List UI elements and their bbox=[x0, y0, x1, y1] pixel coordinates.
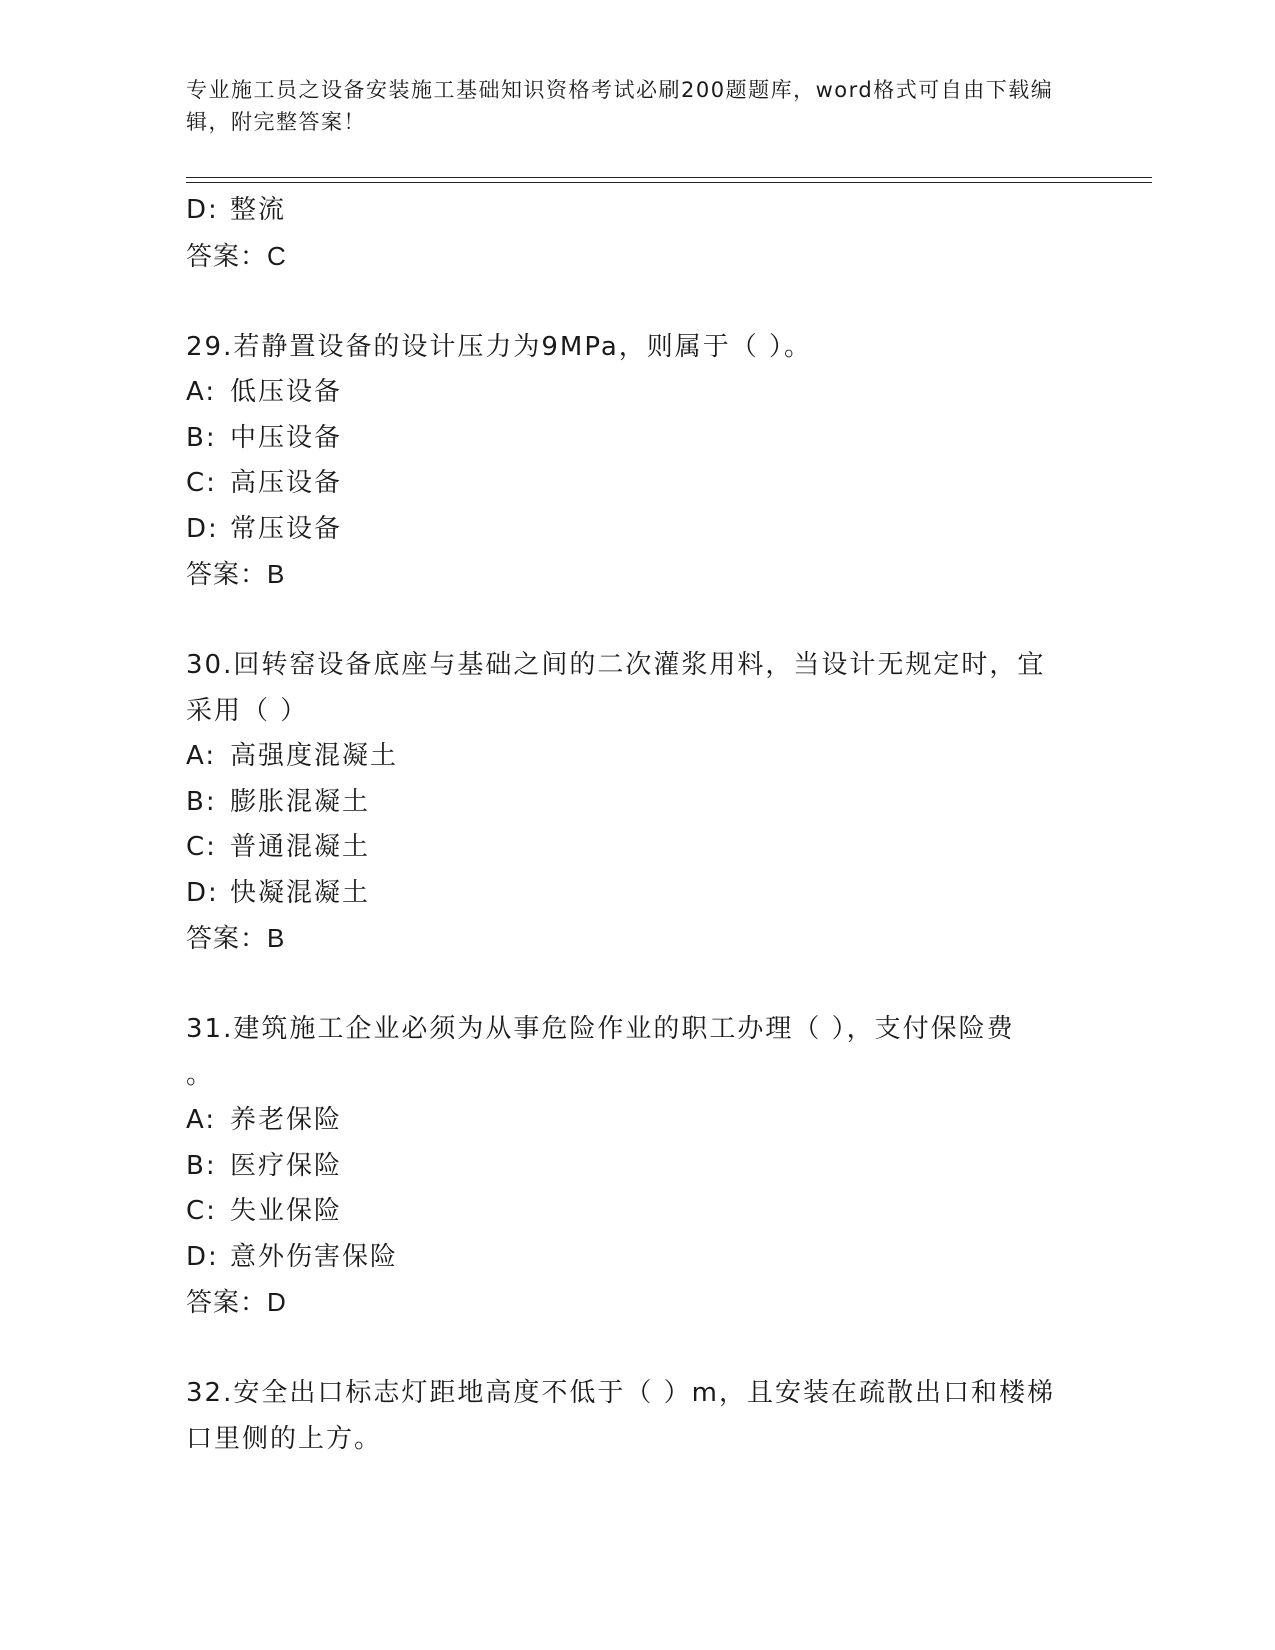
option-d: D: 常压设备 bbox=[186, 513, 343, 544]
option-a: A: 养老保险 bbox=[186, 1105, 343, 1135]
header-rule-top bbox=[186, 177, 1152, 178]
option-a: A: 低压设备 bbox=[186, 377, 343, 407]
question-stem-line-1: 30.回转窑设备底座与基础之间的二次灌浆用料，当设计无规定时，宜 bbox=[186, 650, 1046, 680]
option-d: D: 整流 bbox=[186, 195, 287, 225]
header-title: 专业施工员之设备安装施工基础知识资格考试必刷200题题库，word格式可自由下载编辑，附完整答案！ bbox=[186, 78, 1054, 134]
option-a: A: 高强度混凝土 bbox=[186, 741, 399, 771]
option-c: C: 普通混凝土 bbox=[186, 832, 371, 862]
answer-line: 答案：C bbox=[186, 240, 287, 271]
answer-line: 答案：B bbox=[186, 559, 286, 589]
answer-line: 答案：B bbox=[186, 923, 286, 953]
header-rule-bottom bbox=[186, 182, 1152, 183]
option-b: B: 医疗保险 bbox=[186, 1150, 343, 1181]
option-c: C: 高压设备 bbox=[186, 468, 343, 498]
option-d: D: 意外伤害保险 bbox=[186, 1241, 399, 1272]
question-stem: 29.若静置设备的设计压力为9MPa，则属于（ ）。 bbox=[186, 331, 813, 362]
question-stem-line-1: 31.建筑施工企业必须为从事危险作业的职工办理（ ），支付保险费 bbox=[186, 1014, 1015, 1044]
option-b: B: 膨胀混凝土 bbox=[186, 786, 371, 817]
question-stem-line-2: 采用（ ） bbox=[186, 695, 309, 726]
document-header bbox=[186, 74, 1066, 138]
question-stem-line-1: 32.安全出口标志灯距地高度不低于（ ）m，且安装在疏散出口和楼梯 bbox=[186, 1378, 1055, 1408]
option-b: B: 中压设备 bbox=[186, 422, 343, 453]
question-stem-line-2: 口里侧的上方。 bbox=[186, 1423, 383, 1454]
question-stem-line-2: 。 bbox=[186, 1059, 215, 1090]
answer-line: 答案：D bbox=[186, 1287, 287, 1317]
option-d: D: 快凝混凝土 bbox=[186, 877, 371, 908]
question-content bbox=[186, 188, 1086, 1462]
option-c: C: 失业保险 bbox=[186, 1196, 343, 1226]
